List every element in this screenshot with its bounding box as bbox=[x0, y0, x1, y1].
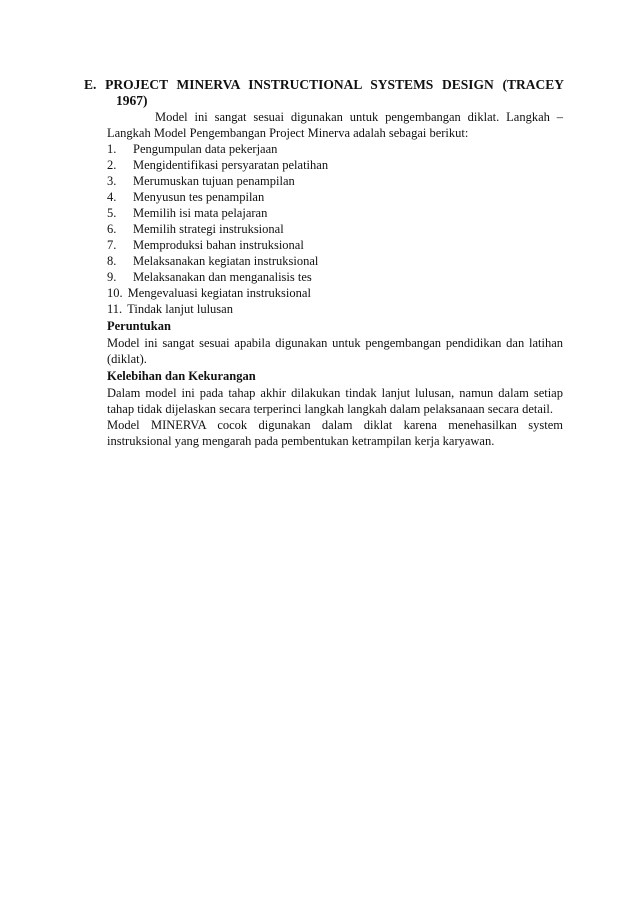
section-heading: E. PROJECT MINERVA INSTRUCTIONAL SYSTEMS DESIGN (TRACEY bbox=[84, 77, 564, 92]
list-item-text: Mengidentifikasi persyaratan pelatihan bbox=[133, 158, 329, 172]
list-item bbox=[107, 173, 563, 189]
list-item bbox=[107, 269, 563, 285]
list-item-text: Mengevaluasi kegiatan instruksional bbox=[127, 286, 311, 300]
kelebihan-title: Kelebihan dan Kekurangan bbox=[107, 369, 256, 383]
peruntukan-text: Model ini sangat sesuai apabila digunakan untuk pengembangan pendidikan dan latihan (diklat). bbox=[107, 336, 563, 366]
list-item-text: Memilih strategi instruksional bbox=[133, 222, 284, 236]
list-item-number: 3. bbox=[107, 174, 117, 188]
list-item bbox=[107, 237, 563, 253]
document-body bbox=[107, 109, 563, 449]
list-item-text: Merumuskan tujuan penampilan bbox=[133, 174, 295, 188]
list-item-text: Melaksanakan dan menganalisis tes bbox=[133, 270, 312, 284]
list-item-text: Pengumpulan data pekerjaan bbox=[133, 142, 278, 156]
list-item-text: Memproduksi bahan instruksional bbox=[133, 238, 304, 252]
list-item-number: 4. bbox=[107, 190, 117, 204]
list-item-number: 9. bbox=[107, 270, 117, 284]
list-item bbox=[107, 253, 563, 269]
list-item-text: Menyusun tes penampilan bbox=[133, 190, 265, 204]
list-item bbox=[107, 141, 563, 157]
intro-paragraph: Model ini sangat sesuai digunakan untuk pengembangan diklat. Langkah – Langkah Model Pengembangan Project Minerva adalah sebagai berikut: bbox=[107, 110, 563, 140]
section-heading-continuation: 1967) bbox=[116, 93, 148, 108]
list-item-number: 10. bbox=[107, 286, 123, 300]
list-item bbox=[107, 301, 563, 317]
list-item-number: 5. bbox=[107, 206, 117, 220]
list-item bbox=[107, 221, 563, 237]
list-item-number: 2. bbox=[107, 158, 117, 172]
list-item bbox=[107, 285, 563, 301]
list-item-number: 11. bbox=[107, 302, 123, 316]
list-item bbox=[107, 189, 563, 205]
kelebihan-text-2: Model MINERVA cocok digunakan dalam diklat karena menehasilkan system instruksional yang mengarah pada pembentukan ketrampilan kerja karyawan. bbox=[107, 418, 563, 448]
list-item-number: 7. bbox=[107, 238, 117, 252]
list-item-number: 6. bbox=[107, 222, 117, 236]
kelebihan-text-1: Dalam model ini pada tahap akhir dilakukan tindak lanjut lulusan, namun dalam setiap tahap tidak dijelaskan secara terperinci langkah langkah dalam pelaksanaan secara detail. bbox=[107, 386, 563, 416]
list-item-text: Tindak lanjut lulusan bbox=[127, 302, 233, 316]
steps-list bbox=[107, 141, 563, 317]
list-item-text: Melaksanakan kegiatan instruksional bbox=[133, 254, 319, 268]
list-item bbox=[107, 157, 563, 173]
list-item-number: 8. bbox=[107, 254, 117, 268]
list-item-text: Memilih isi mata pelajaran bbox=[133, 206, 268, 220]
list-item bbox=[107, 205, 563, 221]
list-item-number: 1. bbox=[107, 142, 117, 156]
peruntukan-title: Peruntukan bbox=[107, 319, 171, 333]
